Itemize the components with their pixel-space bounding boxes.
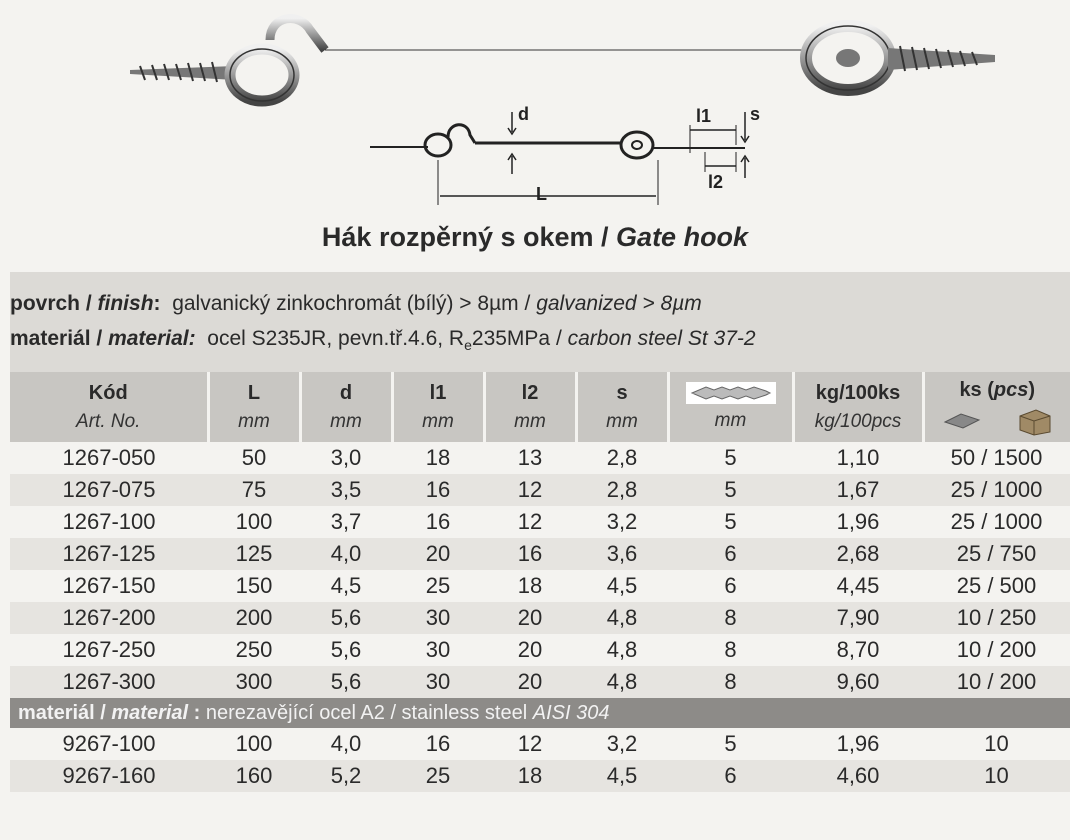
table-cell: 1,67 bbox=[793, 474, 923, 506]
table-cell: 18 bbox=[425, 445, 451, 470]
table-cell: 4,8 bbox=[576, 602, 668, 634]
table-cell: 1267-075 bbox=[10, 474, 208, 506]
table-cell: 2,68 bbox=[793, 538, 923, 570]
label-l2: l2 bbox=[708, 172, 724, 192]
table-cell: 150 bbox=[235, 573, 273, 598]
table-cell: 9267-160 bbox=[10, 760, 208, 792]
table-cell: 18 bbox=[484, 760, 576, 792]
table-cell: 30 bbox=[425, 637, 451, 662]
table-row bbox=[10, 634, 1070, 666]
table-cell: 1267-125 bbox=[10, 538, 208, 570]
table-cell: 6 bbox=[668, 760, 793, 792]
table-cell: 100 bbox=[235, 509, 273, 534]
table-cell: 1267-150 bbox=[62, 573, 156, 598]
header-d: d mm bbox=[300, 372, 392, 442]
table-cell: 4,8 bbox=[606, 637, 638, 662]
specs-box bbox=[10, 272, 1070, 372]
table-cell: 3,2 bbox=[606, 509, 638, 534]
table-cell: 16 bbox=[484, 538, 576, 570]
table-cell: 50 bbox=[241, 445, 267, 470]
table-cell: 2,8 bbox=[576, 474, 668, 506]
table-cell: 100 bbox=[235, 731, 273, 756]
table-cell: 8,70 bbox=[836, 637, 880, 662]
table-cell: 125 bbox=[208, 538, 300, 570]
table-cell: 50 / 1500 bbox=[950, 445, 1043, 470]
table-cell: 25 bbox=[425, 573, 451, 598]
table-cell: 30 bbox=[392, 666, 484, 698]
table-cell: 16 bbox=[425, 731, 451, 756]
product-illustration bbox=[0, 0, 1070, 215]
table-cell: 4,5 bbox=[330, 573, 362, 598]
table-cell: 25 / 750 bbox=[923, 538, 1070, 570]
table-cell: 16 bbox=[392, 474, 484, 506]
table-cell: 200 bbox=[208, 602, 300, 634]
table-cell: 5,6 bbox=[330, 637, 362, 662]
table-cell: 12 bbox=[484, 474, 576, 506]
table-cell: 5,6 bbox=[300, 602, 392, 634]
table-cell: 16 bbox=[425, 509, 451, 534]
header-dowel: mm bbox=[668, 372, 793, 442]
table-cell: 4,5 bbox=[576, 760, 668, 792]
header-l1: l1 mm bbox=[392, 372, 484, 442]
table-cell: 8 bbox=[668, 666, 793, 698]
dimension-drawing bbox=[370, 112, 749, 205]
table-cell: 4,0 bbox=[330, 731, 362, 756]
table-cell: 3,7 bbox=[330, 509, 362, 534]
header-pcs: ks (pcs) bbox=[923, 372, 1070, 442]
product-table bbox=[10, 372, 1070, 792]
label-l1: l1 bbox=[696, 106, 712, 126]
table-row bbox=[10, 602, 1070, 634]
header-row bbox=[10, 372, 1070, 442]
table-cell: 10 / 200 bbox=[956, 637, 1037, 662]
table-cell: 10 bbox=[923, 760, 1070, 792]
table-cell: 9267-100 bbox=[62, 731, 156, 756]
table-cell: 6 bbox=[668, 538, 793, 570]
header-code: Kód Art. No. bbox=[10, 372, 208, 442]
table-cell: 5 bbox=[724, 445, 737, 470]
table-cell: 4,8 bbox=[576, 666, 668, 698]
table-cell: 3,6 bbox=[576, 538, 668, 570]
table-row bbox=[10, 474, 1070, 506]
table-cell: 20 bbox=[484, 602, 576, 634]
table-cell: 12 bbox=[517, 731, 543, 756]
title-cz: Hák rozpěrný s okem / bbox=[321, 222, 617, 252]
table-cell: 5,6 bbox=[300, 666, 392, 698]
table-cell: 20 bbox=[392, 538, 484, 570]
table-cell: 1,96 bbox=[836, 731, 880, 756]
gate-hook-photo bbox=[130, 19, 995, 112]
table-cell: 3,5 bbox=[300, 474, 392, 506]
table-cell: 8 bbox=[724, 637, 737, 662]
table-cell: 6 bbox=[724, 573, 737, 598]
table-cell: 1267-050 bbox=[62, 445, 156, 470]
header-l2: l2 mm bbox=[484, 372, 576, 442]
table-row bbox=[10, 728, 1070, 760]
title-en: Gate hook bbox=[616, 222, 749, 252]
table-row bbox=[10, 538, 1070, 570]
table-cell: 25 / 1000 bbox=[923, 474, 1070, 506]
table-cell: 25 bbox=[392, 760, 484, 792]
header-s: s mm bbox=[576, 372, 668, 442]
table-cell: 1,10 bbox=[836, 445, 880, 470]
table-cell: 250 bbox=[235, 637, 273, 662]
box-icon bbox=[1018, 408, 1052, 436]
table-row bbox=[10, 570, 1070, 602]
table-cell: 3,0 bbox=[330, 445, 362, 470]
header-weight: kg/100ks kg/100pcs bbox=[793, 372, 923, 442]
table-cell: 5,2 bbox=[300, 760, 392, 792]
table-cell: 5 bbox=[724, 509, 737, 534]
stainless-material-row: materiál / material : nerezavějící ocel A2 / stainless steel AISI 304 bbox=[10, 698, 1070, 728]
table-cell: 5 bbox=[724, 731, 737, 756]
table-cell: 5 bbox=[668, 474, 793, 506]
label-s: s bbox=[750, 104, 761, 124]
table-cell: 8 bbox=[668, 602, 793, 634]
table-cell: 20 bbox=[484, 666, 576, 698]
finish-line: povrch / finish: galvanický zinkochromát (bílý) > 8µm / galvanized > 8µm bbox=[10, 292, 702, 315]
table-cell: 1267-100 bbox=[62, 509, 156, 534]
table-cell: 1,96 bbox=[836, 509, 880, 534]
table-cell: 9,60 bbox=[793, 666, 923, 698]
small-pack-icon bbox=[943, 408, 981, 430]
label-L: L bbox=[536, 184, 547, 204]
header-L: L mm bbox=[208, 372, 300, 442]
table-cell: 4,0 bbox=[300, 538, 392, 570]
table-cell: 1267-250 bbox=[62, 637, 156, 662]
table-cell: 4,45 bbox=[836, 573, 880, 598]
table-row bbox=[10, 506, 1070, 538]
table-row bbox=[10, 442, 1070, 474]
table-row bbox=[10, 760, 1070, 792]
material-line: materiál / material: ocel S235JR, pevn.tř.4.6, $R_e235MPa$ / carbon steel St 37-2 bbox=[10, 327, 756, 354]
table-cell: 160 bbox=[208, 760, 300, 792]
table-cell: 10 bbox=[984, 731, 1009, 756]
table-cell: 4,60 bbox=[793, 760, 923, 792]
table-cell: 75 bbox=[208, 474, 300, 506]
table-cell: 10 / 200 bbox=[923, 666, 1070, 698]
table-cell: 300 bbox=[208, 666, 300, 698]
table-cell: 2,8 bbox=[606, 445, 638, 470]
table-cell: 25 / 500 bbox=[956, 573, 1037, 598]
table-cell: 25 / 1000 bbox=[950, 509, 1043, 534]
table-cell: 1267-200 bbox=[10, 602, 208, 634]
table-cell: 10 / 250 bbox=[923, 602, 1070, 634]
dowel-icon bbox=[686, 382, 776, 404]
table-cell: 4,5 bbox=[606, 573, 638, 598]
table-cell: 12 bbox=[517, 509, 543, 534]
table-cell: 7,90 bbox=[793, 602, 923, 634]
table-cell: 1267-300 bbox=[10, 666, 208, 698]
table-row bbox=[10, 666, 1070, 698]
table-cell: 20 bbox=[517, 637, 543, 662]
page-title bbox=[0, 222, 1070, 253]
table-cell: 3,2 bbox=[606, 731, 638, 756]
label-d: d bbox=[518, 104, 529, 124]
table-cell: 30 bbox=[392, 602, 484, 634]
table-cell: 13 bbox=[517, 445, 543, 470]
table-cell: 18 bbox=[517, 573, 543, 598]
